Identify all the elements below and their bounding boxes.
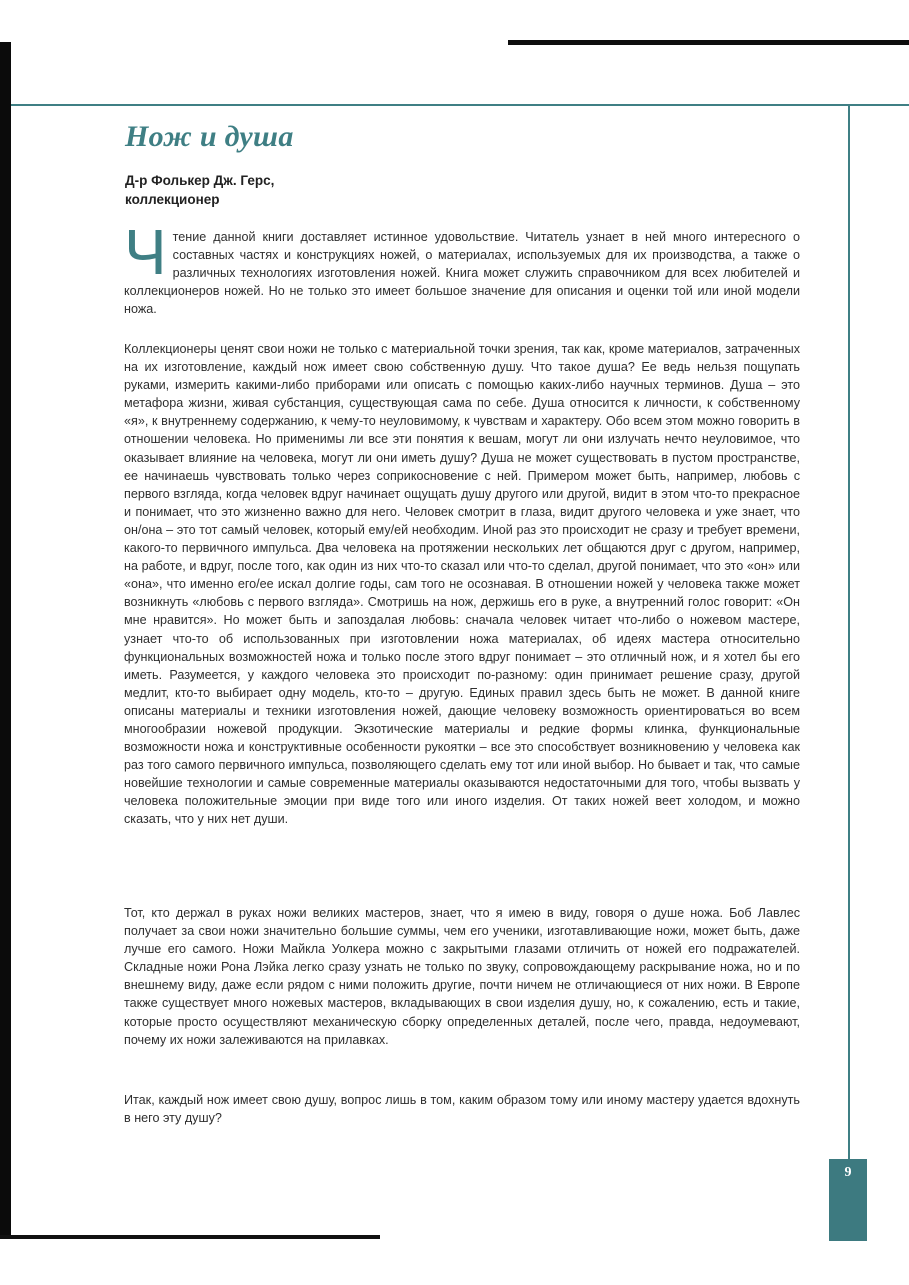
- page-frame-right-rule: [848, 104, 850, 1164]
- scan-edge-left: [0, 42, 11, 1235]
- author-role: коллекционер: [125, 192, 220, 207]
- page-frame-top-rule: [11, 104, 909, 106]
- body-paragraph: Коллекционеры ценят свои ножи не только с материальной точки зрения, так как, кроме материалов, затраченных на их изготовление, каждый нож имеет свою собственную душу. Что такое душа? Ее ведь нельзя пощупать руками, измерить какими-либо приборами или описать с помощью каких-либо научных терминов. Душа – это метафора жизни, живая субстанция, существующая сама по себе. Душа относится к личности, к собственному «я», к внутреннему содержанию, к чему-то неуловимому, к чувствам и характеру. Обо всем этом можно говорить в отношении человека. Но применимы ли все эти понятия к вешам, могут ли они излучать нечто неуловимое, что оказывает влияние на человека, могут ли они иметь душу? Душа не может существовать в пустом пространстве, ее начинаешь чувствовать только через соприкосновение с ней. Примером может быть, например, любовь с первого взгляда, когда человек вдруг начинает ощущать душу другого или другой, видит в этом что-то прекрасное и понимает, что это жизненно важно для него. Человек смотрит в глаза, видит другого человека и уже знает, что он/она – это тот самый человек, который ему/ей необходим. Иной раз это происходит не сразу и требует времени, какого-то первичного импульса. Два человека на протяжении нескольких лет общаются друг с другом, например, на работе, и вдруг, после того, как один из них что-то сказал или что-то сделал, другой понимает, что это «он» или «она», что именно его/ее искал долгие годы, сам того не осознавая. В отношении ножей у человека также может возникнуть «любовь с первого взгляда». Смотришь на нож, держишь его в руке, а внутренний голос говорит: «Он мне нравится». Но может быть и запоздалая любовь: сначала человек читает что-либо о ножевом мастере, узнает что-то об использованных при изготовлении ножа материалах, об идеях мастера относительно функциональных возможностей ножа и только после этого вдруг понимает – это отличный нож, и я хотел бы его иметь. Разумеется, у каждого человека это происходит по-разному: один принимает решение сразу, другой медлит, кто-то выбирает одну модель, кто-то – другую. Единых правил здесь быть не может. В данной книге описаны материалы и техники изготовления ножей, дающие человеку возможность ориентироваться во всем многообразии ножевой продукции. Экзотические материалы и редкие формы клинка, функциональные возможности ножа и конструктивные особенности рукоятки – все это способствует возникновению у человека как раз того самого первичного импульса, позволяющего сделать ему тот или иной выбор. Но бывает и так, что самые новейшие технологии и самые современные материалы оказываются недостаточными для того, чтобы вызвать у человека положительные эмоции при виде того или иного изделия. От таких ножей веет холодом, и можно сказать, что у них нет души.: [124, 342, 800, 827]
- intro-text: тение данной книги доставляет истинное удовольствие. Читатель узнает в ней много интересного о составных частях и конструкциях ножей, о материалах, используемых для их производства, а также о различных технологиях изготовления ножей. Книга может служить справочником для всех любителей и коллекционеров ножей. Но не только это имеет большое значение для описания и оценки той или иной модели ножа.: [124, 230, 800, 317]
- drop-cap: Ч: [124, 216, 167, 288]
- author-byline: [125, 171, 274, 209]
- page-number: 9: [844, 1165, 852, 1180]
- page-number-tab: [829, 1159, 867, 1241]
- article-title: Нож и душа: [125, 120, 294, 153]
- intro-paragraph: [124, 216, 800, 318]
- author-name: Д-р Фолькер Дж. Герс,: [125, 173, 275, 188]
- body-paragraph: Тот, кто держал в руках ножи великих мастеров, знает, что я имею в виду, говоря о душе ножа. Боб Лавлес получает за свои ножи значительно большие суммы, чем его ученики, изготавливающие ножи, может быть, даже лучше его самого. Ножи Майкла Уолкера можно с закрытыми глазами отличить от ножей его подражателей. Складные ножи Рона Лэйка легко сразу узнать не только по звуку, сопровождающему раскрывание ножа, но и по внешнему виду, даже если рядом с ними положить другие, почти ничем не отличающиеся от них ножи. В Европе также существует много ножевых мастеров, вкладывающих в свои изделия душу, но, к сожалению, есть и такие, которые просто осуществляют механическую сборку определенных деталей, после чего, правда, недоумевают, почему их ножи залеживаются на прилавках.: [124, 906, 800, 1047]
- body-paragraph: Итак, каждый нож имеет свою душу, вопрос лишь в том, каким образом тому или иному мастеру удается вдохнуть в него эту душу?: [124, 1093, 800, 1126]
- scan-edge-bottom: [0, 1235, 380, 1239]
- scan-edge-top: [508, 40, 909, 45]
